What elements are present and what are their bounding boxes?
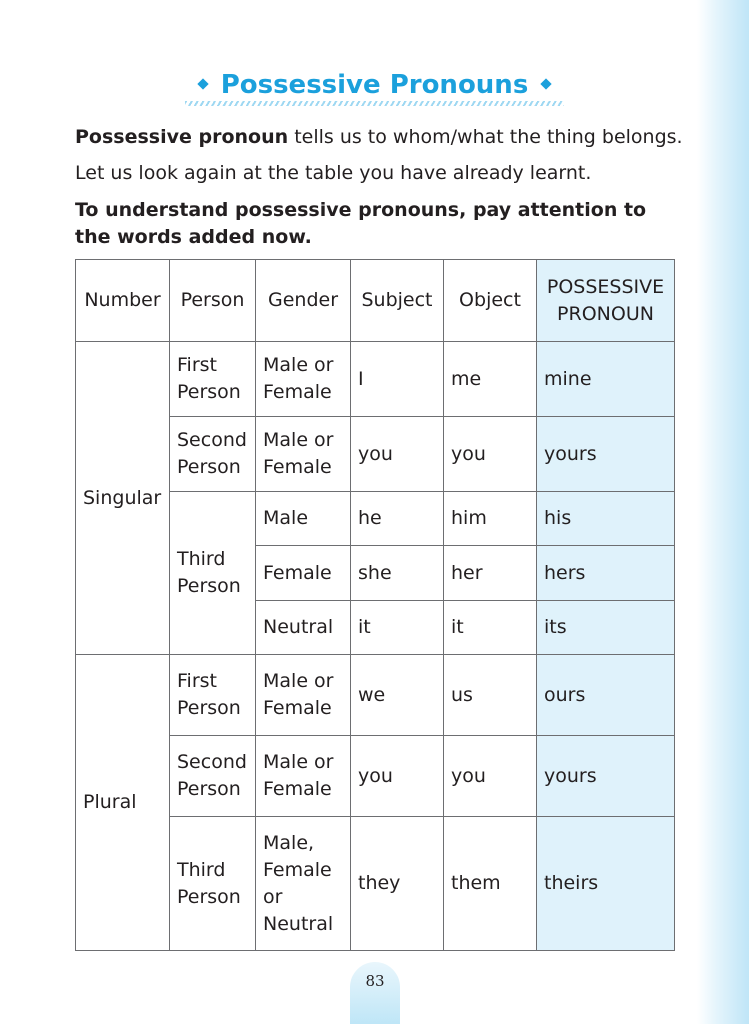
page-title-text: Possessive Pronouns (220, 70, 529, 100)
header-gender: Gender (256, 260, 351, 342)
header-person: Person (170, 260, 256, 342)
title-underline (185, 101, 565, 106)
cell-possessive: mine (537, 342, 675, 417)
intro-line: Let us look again at the table you have already learnt. (75, 162, 592, 184)
header-number: Number (76, 260, 170, 342)
definition-text: tells us to whom/what the thing belongs. (288, 126, 683, 148)
group-singular: Singular (76, 342, 170, 655)
table-row (76, 655, 675, 736)
cell-object: me (444, 342, 537, 417)
cell-object: him (444, 492, 537, 546)
cell-subject: we (351, 655, 444, 736)
pronoun-table (75, 259, 675, 951)
table-row (76, 342, 675, 417)
cell-gender: Neutral (256, 601, 351, 655)
side-decoration-strip (697, 0, 749, 1024)
cell-gender: Female (256, 546, 351, 601)
cell-possessive: yours (537, 417, 675, 492)
cell-person: Second Person (170, 736, 256, 817)
cell-person: First Person (170, 342, 256, 417)
cell-subject: he (351, 492, 444, 546)
header-possessive: POSSESSIVE PRONOUN (537, 260, 675, 342)
cell-possessive: its (537, 601, 675, 655)
cell-gender: Male (256, 492, 351, 546)
cell-subject: I (351, 342, 444, 417)
title-area (0, 68, 749, 106)
header-object: Object (444, 260, 537, 342)
definition-paragraph (75, 124, 685, 151)
cell-possessive: his (537, 492, 675, 546)
cell-gender: Male, Female or Neutral (256, 817, 351, 951)
cell-possessive: hers (537, 546, 675, 601)
page-number: 83 (350, 962, 400, 1024)
cell-object: you (444, 736, 537, 817)
cell-person: Third Person (170, 817, 256, 951)
table-header-row (76, 260, 675, 342)
cell-subject: you (351, 736, 444, 817)
cell-gender: Male or Female (256, 655, 351, 736)
cell-subject: it (351, 601, 444, 655)
cell-possessive: theirs (537, 817, 675, 951)
cell-gender: Male or Female (256, 736, 351, 817)
cell-object: you (444, 417, 537, 492)
cell-subject: she (351, 546, 444, 601)
cell-gender: Male or Female (256, 342, 351, 417)
cell-possessive: yours (537, 736, 675, 817)
diamond-bullet-icon (541, 78, 552, 89)
cell-possessive: ours (537, 655, 675, 736)
cell-gender: Male or Female (256, 417, 351, 492)
cell-subject: you (351, 417, 444, 492)
diamond-bullet-icon (197, 78, 208, 89)
cell-person: First Person (170, 655, 256, 736)
cell-object: them (444, 817, 537, 951)
cell-person: Second Person (170, 417, 256, 492)
cell-object: us (444, 655, 537, 736)
cell-subject: they (351, 817, 444, 951)
cell-person: Third Person (170, 492, 256, 655)
instruction-line: To understand possessive pronouns, pay attention to the words added now. (75, 199, 647, 248)
page-title (177, 68, 573, 106)
cell-object: her (444, 546, 537, 601)
cell-object: it (444, 601, 537, 655)
definition-term: Possessive pronoun (75, 126, 289, 148)
header-subject: Subject (351, 260, 444, 342)
group-plural: Plural (76, 655, 170, 951)
